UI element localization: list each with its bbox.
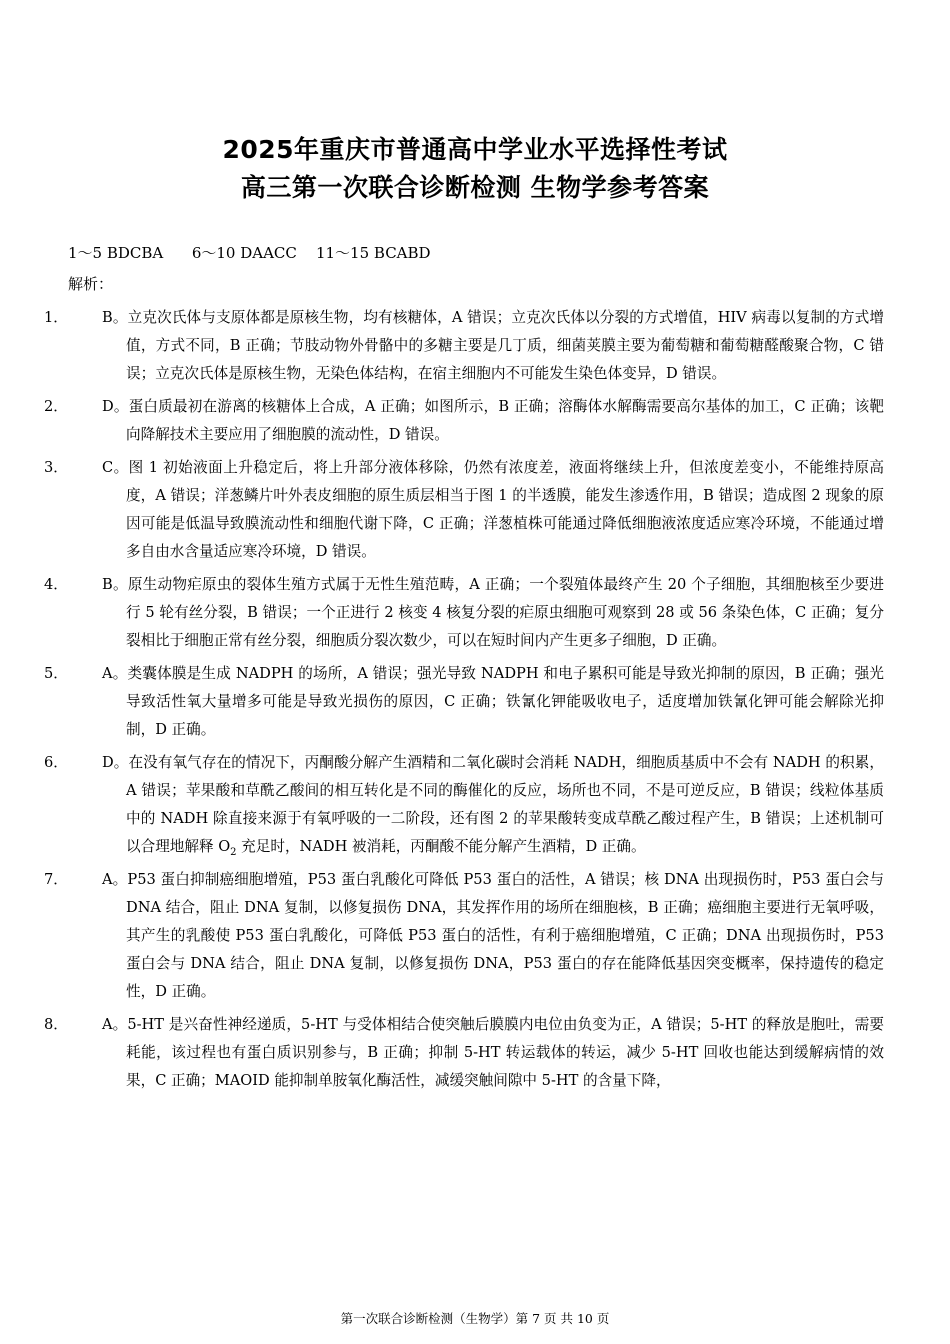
analysis-item-6: 6． D。在没有氧气存在的情况下，丙酮酸分解产生酒精和二氧化碳时会消耗 NADH，细胞质基质中不会有 NADH 的积累，A 错误；苹果酸和草酰乙酸间的相互转化是不同的酶催化的反应，场所也不同，不是可逆反应，B 错误；线粒体基质中的 NADH 除直接来源于有氧呼吸的一二阶段，还有图 2 的苹果酸转变成草酰乙酸过程产生，B 错误；上述机制可以合理地解释 $O_2$ 充足时，NADH 被消耗，丙酮酸不能分解产生酒精，D 正确。: [44, 754, 884, 858]
analysis-label: 解析：: [68, 275, 114, 293]
subscript: 2: [230, 846, 237, 858]
item-text: A。类囊体膜是生成 NADPH 的场所，A 错误；强光导致 NADPH 和电子累积可能是导致光抑制的原因，B 正确；强光导致活性氧大量增多可能是导致光损伤的原因，C 正确；铁氰化钾能吸收电子，适度增加铁氰化钾可能会解除光抑制，D 正确。: [102, 665, 884, 738]
item-text: D。蛋白质最初在游离的核糖体上合成，A 正确；如图所示，B 正确；溶酶体水解酶需要高尔基体的加工，C 正确；该靶向降解技术主要应用了细胞膜的流动性，D 错误。: [102, 398, 884, 443]
analysis-item-8: 8． A。5-HT 是兴奋性神经递质，5-HT 与受体相结合使突触后膜膜内电位由负变为正，A 错误；5-HT 的释放是胞吐，需要耗能，该过程也有蛋白质识别参与，B 正确；抑制 5-HT 转运载体的转运，减少 5-HT 回收也能达到缓解病情的效果，C 正确；MAOID 能抑制单胺氧化酶活性，减缓突触间隙中 5-HT 的含量下降，: [44, 1016, 884, 1089]
title-line-1: 2025年重庆市普通高中学业水平选择性考试: [222, 135, 728, 164]
answer-key: 1～5 BDCBA 6～10 DAACC 11～15 BCABD: [68, 244, 431, 262]
item-text: A。P53 蛋白抑制癌细胞增殖，P53 蛋白乳酸化可降低 P53 蛋白的活性，A 错误；核 DNA 出现损伤时，P53 蛋白会与 DNA 结合，阻止 DNA 复制，以修复损伤 DNA，其发挥作用的场所在细胞核，B 正确；癌细胞主要进行无氧呼吸，其产生的乳酸使 P53 蛋白乳酸化，可降低 P53 蛋白的活性，有利于癌细胞增殖，C 正确；DNA 出现损伤时，P53 蛋白会与 DNA 结合，阻止 DNA 复制，以修复损伤 DNA，P53 蛋白的存在能降低基因突变概率，保持遗传的稳定性，D 正确。: [102, 871, 884, 1000]
page-footer: 第一次联合诊断检测（生物学）第 7 页 共 10 页: [340, 1311, 610, 1326]
analysis-list: [44, 304, 884, 1100]
title-line-2: 高三第一次联合诊断检测 生物学参考答案: [240, 173, 710, 202]
analysis-item-1: 1． B。立克次氏体与支原体都是原核生物，均有核糖体，A 错误；立克次氏体以分裂的方式增值，HIV 病毒以复制的方式增值，方式不同，B 正确；节肢动物外骨骼中的多糖主要是几丁质，细菌荚膜主要为葡萄糖和葡萄糖醛酸聚合物，C 错误；立克次氏体是原核生物，无染色体结构，在宿主细胞内不可能发生染色体变异，D 错误。: [44, 309, 884, 382]
analysis-item-7: 7． A。P53 蛋白抑制癌细胞增殖，P53 蛋白乳酸化可降低 P53 蛋白的活性，A 错误；核 DNA 出现损伤时，P53 蛋白会与 DNA 结合，阻止 DNA 复制，以修复损伤 DNA，其发挥作用的场所在细胞核，B 正确；癌细胞主要进行无氧呼吸，其产生的乳酸使 P53 蛋白乳酸化，可降低 P53 蛋白的活性，有利于癌细胞增殖，C 正确；DNA 出现损伤时，P53 蛋白会与 DNA 结合，阻止 DNA 复制，以修复损伤 DNA，P53 蛋白的存在能降低基因突变概率，保持遗传的稳定性，D 正确。: [44, 871, 884, 1000]
item-text: A。5-HT 是兴奋性神经递质，5-HT 与受体相结合使突触后膜膜内电位由负变为正，A 错误；5-HT 的释放是胞吐，需要耗能，该过程也有蛋白质识别参与，B 正确；抑制 5-HT 转运载体的转运，减少 5-HT 回收也能达到缓解病情的效果，C 正确；MAOID 能抑制单胺氧化酶活性，减缓突触间隙中 5-HT 的含量下降，: [102, 1016, 884, 1089]
item-text-part-a: D。在没有氧气存在的情况下，丙酮酸分解产生酒精和二氧化碳时会消耗 NADH，细胞质基质中不会有 NADH 的积累，A 错误；苹果酸和草酰乙酸间的相互转化是不同的酶催化的反应，场所也不同，不是可逆反应，B 错误；线粒体基质中的 NADH 除直接来源于有氧呼吸的一二阶段，还有图 2 的苹果酸转变成草酰乙酸过程产生，B 错误；上述机制可以合理地解释 O: [102, 754, 884, 855]
item-text-part-b: 充足时，NADH 被消耗，丙酮酸不能分解产生酒精，D 正确。: [236, 838, 646, 855]
item-text: C。图 1 初始液面上升稳定后，将上升部分液体移除，仍然有浓度差，液面将继续上升，但浓度差变小，不能维持原高度，A 错误；洋葱鳞片叶外表皮细胞的原生质层相当于图 1 的半透膜，能发生渗透作用，B 错误；造成图 2 现象的原因可能是低温导致膜流动性和细胞代谢下降，C 正确；洋葱植株可能通过降低细胞液浓度适应寒冷环境，不能通过增多自由水含量适应寒冷环境，D 错误。: [102, 459, 884, 560]
analysis-item-2: 2． D。蛋白质最初在游离的核糖体上合成，A 正确；如图所示，B 正确；溶酶体水解酶需要高尔基体的加工，C 正确；该靶向降解技术主要应用了细胞膜的流动性，D 错误。: [44, 398, 884, 443]
analysis-item-5: 5． A。类囊体膜是生成 NADPH 的场所，A 错误；强光导致 NADPH 和电子累积可能是导致光抑制的原因，B 正确；强光导致活性氧大量增多可能是导致光损伤的原因，C 正确；铁氰化钾能吸收电子，适度增加铁氰化钾可能会解除光抑制，D 正确。: [44, 665, 884, 738]
item-text: B。立克次氏体与支原体都是原核生物，均有核糖体，A 错误；立克次氏体以分裂的方式增值，HIV 病毒以复制的方式增值，方式不同，B 正确；节肢动物外骨骼中的多糖主要是几丁质，细菌荚膜主要为葡萄糖和葡萄糖醛酸聚合物，C 错误；立克次氏体是原核生物，无染色体结构，在宿主细胞内不可能发生染色体变异，D 错误。: [102, 309, 884, 382]
analysis-item-4: 4． B。原生动物疟原虫的裂体生殖方式属于无性生殖范畴，A 正确；一个裂殖体最终产生 20 个子细胞，其细胞核至少要进行 5 轮有丝分裂，B 错误；一个正进行 2 核变 4 核复分裂的疟原虫细胞可观察到 28 或 56 条染色体，C 正确；复分裂相比于细胞正常有丝分裂，细胞质分裂次数少，可以在短时间内产生更多子细胞，D 正确。: [44, 576, 884, 649]
item-text: B。原生动物疟原虫的裂体生殖方式属于无性生殖范畴，A 正确；一个裂殖体最终产生 20 个子细胞，其细胞核至少要进行 5 轮有丝分裂，B 错误；一个正进行 2 核变 4 核复分裂的疟原虫细胞可观察到 28 或 56 条染色体，C 正确；复分裂相比于细胞正常有丝分裂，细胞质分裂次数少，可以在短时间内产生更多子细胞，D 正确。: [102, 576, 884, 649]
analysis-item-3: 3． C。图 1 初始液面上升稳定后，将上升部分液体移除，仍然有浓度差，液面将继续上升，但浓度差变小，不能维持原高度，A 错误；洋葱鳞片叶外表皮细胞的原生质层相当于图 1 的半透膜，能发生渗透作用，B 错误；造成图 2 现象的原因可能是低温导致膜流动性和细胞代谢下降，C 正确；洋葱植株可能通过降低细胞液浓度适应寒冷环境，不能通过增多自由水含量适应寒冷环境，D 错误。: [44, 459, 884, 560]
